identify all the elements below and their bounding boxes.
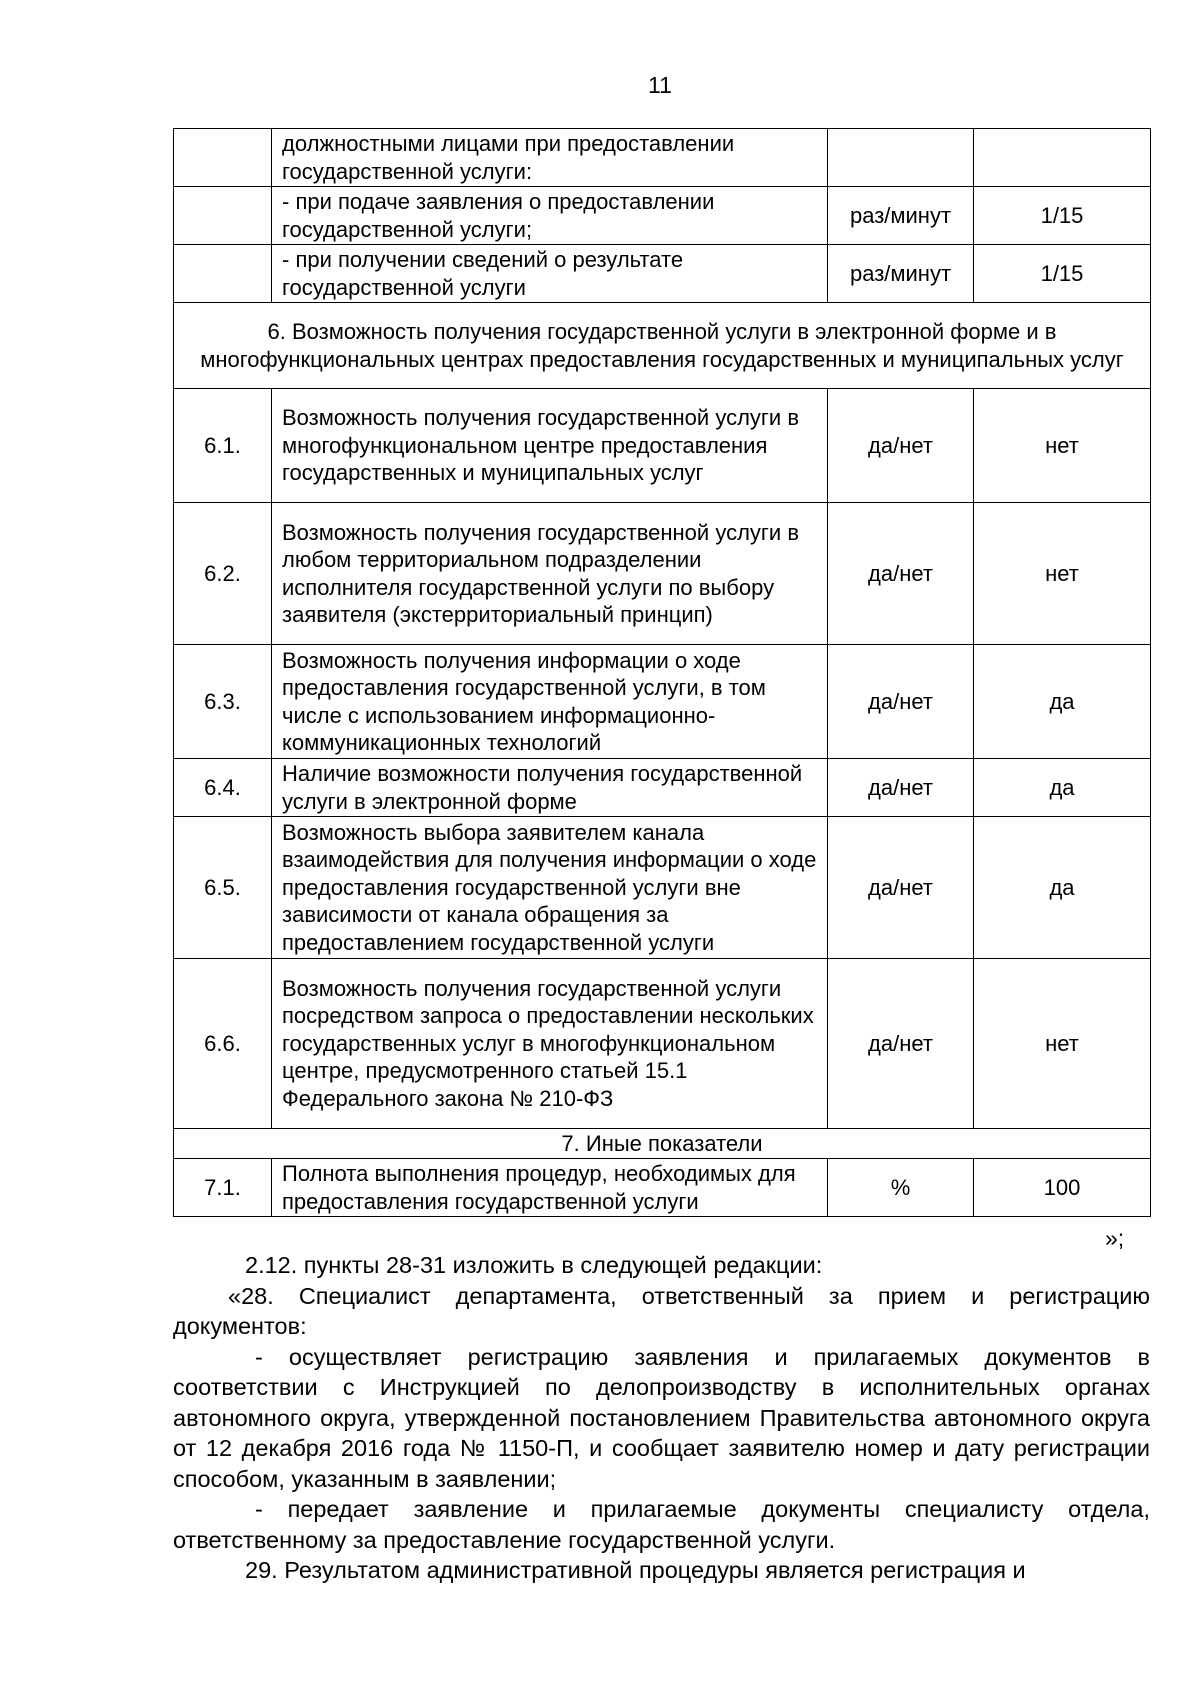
table-row: [174, 129, 1151, 187]
row-value: да: [974, 645, 1151, 759]
row-description: - при получении сведений о результате государственной услуги: [272, 245, 828, 303]
table-row: [174, 645, 1151, 759]
row-unit: раз/минут: [828, 187, 974, 245]
row-description: должностными лицами при предоставлении государственной услуги:: [272, 129, 828, 187]
row-number: [174, 187, 272, 245]
row-description: Возможность получения государственной услуги посредством запроса о предоставлении нескольких государственных услуг в многофункциональном центре, предусмотренного статьей 15.1 Федерального закона № 210-ФЗ: [272, 959, 828, 1129]
row-number: 6.5.: [174, 817, 272, 959]
row-value: да: [974, 759, 1151, 817]
row-description: - при подаче заявления о предоставлении государственной услуги;: [272, 187, 828, 245]
table-row: [174, 959, 1151, 1129]
paragraph: - передает заявление и прилагаемые документы специалисту отдела, ответственному за предоставление государственной услуги.: [173, 1496, 1150, 1553]
row-unit: %: [828, 1159, 974, 1217]
table-row: [174, 817, 1151, 959]
row-number: [174, 129, 272, 187]
row-number: 6.3.: [174, 645, 272, 759]
row-unit: раз/минут: [828, 245, 974, 303]
row-unit: да/нет: [828, 503, 974, 645]
row-value: нет: [974, 959, 1151, 1129]
row-number: 6.1.: [174, 389, 272, 503]
row-value: 1/15: [974, 245, 1151, 303]
paragraph: - осуществляет регистрацию заявления и прилагаемых документов в соответствии с Инструкцией по делопроизводству в исполнительных органах автономного округа, утвержденной постановлением Правительства автономного округа от 12 декабря 2016 года № 1150-П, и сообщает заявителю номер и дату регистрации способом, указанным в заявлении;: [173, 1343, 1150, 1492]
table-row: [174, 187, 1151, 245]
paragraph: 2.12. пункты 28-31 изложить в следующей редакции:: [245, 1252, 823, 1278]
row-unit: да/нет: [828, 389, 974, 503]
row-description: Возможность выбора заявителем канала взаимодействия для получения информации о ходе предоставления государственной услуги вне зависимости от канала обращения за предоставлением государственной услуги: [272, 817, 828, 959]
row-unit: да/нет: [828, 959, 974, 1129]
row-description: Возможность получения информации о ходе предоставления государственной услуги, в том числе с использованием информационно-коммуникационных технологий: [272, 645, 828, 759]
row-unit: [828, 129, 974, 187]
row-number: 6.6.: [174, 959, 272, 1129]
row-value: 100: [974, 1159, 1151, 1217]
row-value: [974, 129, 1151, 187]
table-row: [174, 245, 1151, 303]
table-row: [174, 759, 1151, 817]
section-heading: 6. Возможность получения государственной услуги в электронной форме и в многофункциональных центрах предоставления государственных и муниципальных услуг: [174, 303, 1151, 389]
row-number: 6.4.: [174, 759, 272, 817]
row-value: нет: [974, 503, 1151, 645]
table-section-row: [174, 1129, 1151, 1159]
row-value: 1/15: [974, 187, 1151, 245]
row-description: Возможность получения государственной услуги в любом территориальном подразделении исполнителя государственной услуги по выбору заявителя (экстерриториальный принцип): [272, 503, 828, 645]
indicators-table: [173, 128, 1151, 1217]
paragraph: 29. Результатом административной процедуры является регистрация и: [245, 1557, 1026, 1583]
row-value: нет: [974, 389, 1151, 503]
row-unit: да/нет: [828, 817, 974, 959]
row-value: да: [974, 817, 1151, 959]
page-number: 11: [648, 72, 672, 98]
table-row: [174, 503, 1151, 645]
row-number: [174, 245, 272, 303]
row-number: 7.1.: [174, 1159, 272, 1217]
section-heading: 7. Иные показатели: [174, 1129, 1151, 1159]
row-description: Возможность получения государственной услуги в многофункциональном центре предоставления государственных и муниципальных услуг: [272, 389, 828, 503]
closing-quote: »;: [1105, 1225, 1125, 1251]
row-unit: да/нет: [828, 759, 974, 817]
paragraph: «28. Специалист департамента, ответственный за прием и регистрацию документов:: [173, 1282, 1150, 1339]
table-row: [174, 389, 1151, 503]
row-number: 6.2.: [174, 503, 272, 645]
row-description: Наличие возможности получения государственной услуги в электронной форме: [272, 759, 828, 817]
body-text: [173, 1250, 1150, 1586]
table-row: [174, 1159, 1151, 1217]
table-section-row: [174, 303, 1151, 389]
row-unit: да/нет: [828, 645, 974, 759]
row-description: Полнота выполнения процедур, необходимых для предоставления государственной услуги: [272, 1159, 828, 1217]
